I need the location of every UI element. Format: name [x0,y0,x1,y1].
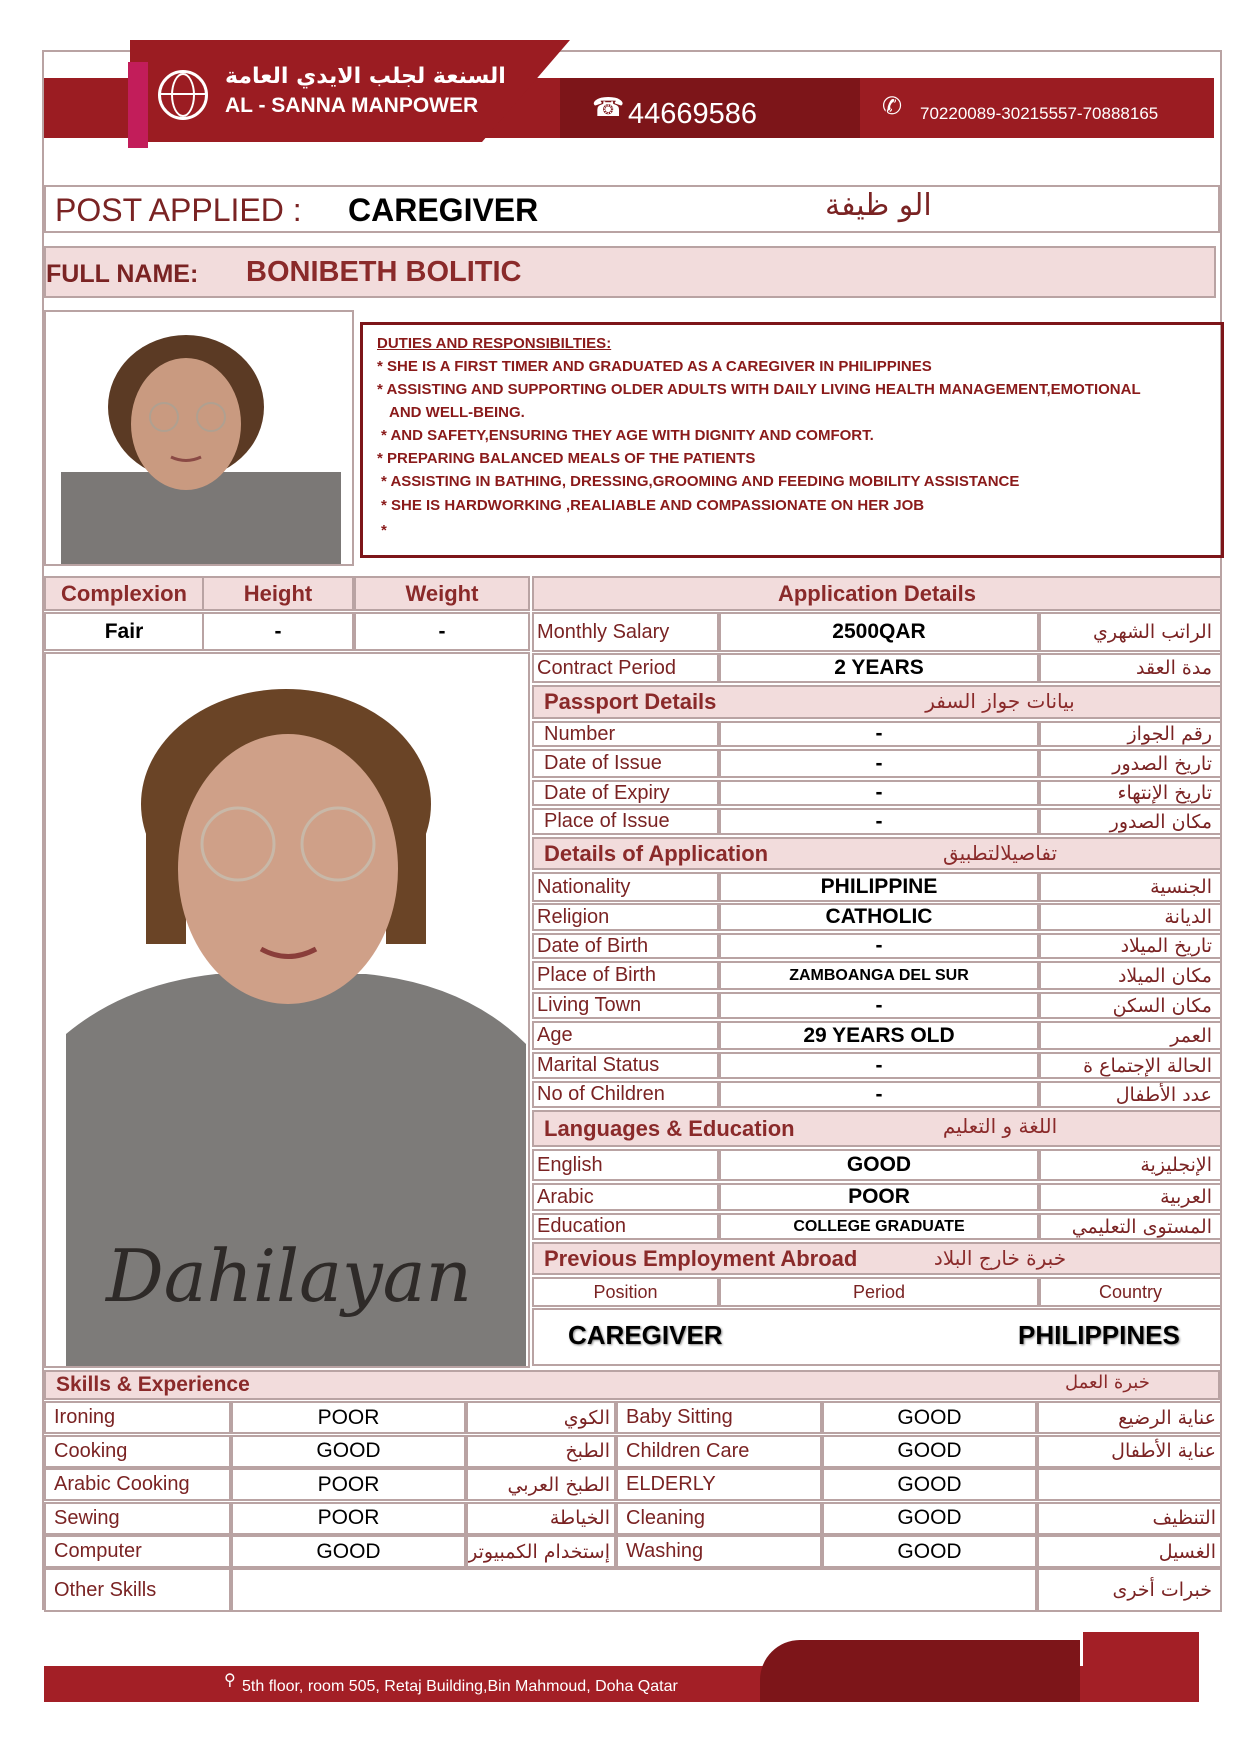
shirt-print-text: Dahilayan [106,1234,472,1318]
skill-en1: Arabic Cooking [44,1468,231,1501]
skill-ar1: الطبخ العربي [466,1468,616,1501]
duty-line: * SHE IS HARDWORKING ,REALIABLE AND COMPASSIONATE ON HER JOB [381,497,925,514]
field-label-arabic: العمر [1039,1021,1222,1050]
field-label: Nationality [532,872,719,902]
field-value: POOR [719,1183,1039,1211]
field-label-arabic: تاريخ الميلاد [1039,933,1222,959]
skill-ar2: عناية الرضيع [1037,1401,1222,1434]
skill-v1: GOOD [231,1435,466,1468]
post-applied-label: POST APPLIED : [55,192,302,228]
skill-v2: GOOD [822,1401,1037,1434]
skill-ar2: عناية الأطفال [1037,1435,1222,1468]
skill-ar2: التنظيف [1037,1502,1222,1535]
field-value: PHILIPPINE [719,872,1039,902]
section-header: Previous Employment Abroad [532,1242,1222,1275]
section-header-arabic: خبرة خارج البلاد [933,1246,1067,1270]
large-photo-frame [44,652,530,1368]
field-label-arabic: العربية [1039,1183,1222,1211]
skill-en2: Cleaning [616,1502,822,1535]
field-label: Age [532,1021,719,1050]
skill-v1: POOR [231,1468,466,1501]
skill-v2: GOOD [822,1502,1037,1535]
skill-ar1: الخياطة [466,1502,616,1535]
skill-ar1: إستخدام الكمبيوتر [466,1535,616,1568]
field-label: Education [532,1213,719,1240]
duty-line: * AND SAFETY,ENSURING THEY AGE WITH DIGNITY AND COMFORT. [381,427,874,444]
field-label-arabic: الراتب الشهري [1039,612,1222,652]
section-header: Details of Application [532,837,1222,870]
physical-header-height: Height [202,576,354,611]
skill-v1: POOR [231,1401,466,1434]
footer-dark-panel [760,1640,1080,1702]
field-value: - [719,721,1039,747]
full-name-row [44,246,1216,298]
post-applied-value: CAREGIVER [348,192,539,228]
field-label-arabic: مكان الميلاد [1039,961,1222,990]
footer-accent-block [1083,1632,1199,1702]
company-name-arabic: السنعة لجلب الايدي العامة [225,64,506,89]
skills-header: Skills & Experience [44,1370,1220,1400]
duty-line: * ASSISTING AND SUPPORTING OLDER ADULTS WITH DAILY LIVING HEALTH MANAGEMENT,EMOTIONAL [377,381,1141,398]
footer-address: 5th floor, room 505, Retaj Building,Bin Mahmoud, Doha Qatar [242,1678,678,1695]
phone-icon: ☎ [592,92,625,122]
field-value: GOOD [719,1149,1039,1181]
duties-box [360,322,1224,558]
field-label-arabic: تاريخ الإنتهاء [1039,780,1222,806]
mobile-icon: ✆ [882,93,903,120]
field-label: Arabic [532,1183,719,1211]
field-label-arabic: المستوى التعليمي [1039,1213,1222,1240]
physical-header-weight: Weight [354,576,530,611]
field-value: 2500QAR [719,612,1039,652]
employment-header-position: Position [532,1277,719,1307]
field-label: Marital Status [532,1052,719,1079]
duty-line: * PREPARING BALANCED MEALS OF THE PATIENTS [377,450,756,467]
field-label: Date of Birth [532,933,719,959]
field-value: ZAMBOANGA DEL SUR [719,961,1039,990]
field-label: Living Town [532,992,719,1019]
field-value: COLLEGE GRADUATE [719,1213,1039,1240]
field-label-arabic: مكان الصدور [1039,808,1222,835]
phone-number: 44669586 [628,98,758,130]
other-skills-label-arabic: خبرات أخرى [1037,1568,1222,1612]
duty-line: AND WELL-BEING. [389,404,525,421]
field-value: - [719,749,1039,778]
field-value: - [719,780,1039,806]
full-name-value: BONIBETH BOLITIC [246,256,522,288]
field-label: Contract Period [532,653,719,683]
field-label-arabic: مدة العقد [1039,653,1222,683]
field-label: Date of Expiry [532,780,719,806]
field-label: Number [532,721,719,747]
employment-country: PHILIPPINES [1018,1320,1180,1350]
field-label-arabic: الديانة [1039,903,1222,931]
skill-v1: GOOD [231,1535,466,1568]
application-details-header: Application Details [532,576,1222,611]
field-label: Monthly Salary [532,612,719,652]
field-label: English [532,1149,719,1181]
skill-ar1: الكوي [466,1401,616,1434]
field-value: 2 YEARS [719,653,1039,683]
skill-en2: Baby Sitting [616,1401,822,1434]
field-label: Date of Issue [532,749,719,778]
field-label-arabic: الإنجليزية [1039,1149,1222,1181]
physical-value-complexion: Fair [44,612,204,651]
section-header-arabic: بيانات جواز السفر [925,689,1075,713]
field-value: - [719,992,1039,1019]
field-value: - [719,933,1039,959]
field-label-arabic: الجنسية [1039,872,1222,902]
duty-line: * [381,522,387,539]
company-name: AL - SANNA MANPOWER [225,94,479,117]
field-label: Religion [532,903,719,931]
field-value: - [719,808,1039,835]
skill-en2: ELDERLY [616,1468,822,1501]
skill-ar2 [1037,1468,1222,1501]
skill-ar2: الغسيل [1037,1535,1222,1568]
skill-v2: GOOD [822,1435,1037,1468]
employment-position: CAREGIVER [568,1320,723,1350]
location-pin-icon: ⚲ [224,1672,236,1689]
skill-v1: POOR [231,1502,466,1535]
field-label-arabic: عدد الأطفال [1039,1081,1222,1108]
skill-en1: Ironing [44,1401,231,1434]
physical-value-height: - [202,612,354,651]
skill-en2: Washing [616,1535,822,1568]
field-label-arabic: رقم الجواز [1039,721,1222,747]
duties-title: DUTIES AND RESPONSIBILTIES: [377,335,612,352]
field-label-arabic: تاريخ الصدور [1039,749,1222,778]
post-applied-label-arabic: الو ظيفة [825,188,932,223]
skill-en1: Cooking [44,1435,231,1468]
other-skills-value [231,1568,1037,1612]
section-header-arabic: اللغة و التعليم [942,1114,1058,1138]
duty-line: * SHE IS A FIRST TIMER AND GRADUATED AS A CAREGIVER IN PHILIPPINES [377,358,932,375]
field-label-arabic: الحالة الإجتماع ة [1039,1052,1222,1079]
skill-v2: GOOD [822,1535,1037,1568]
field-label: Place of Issue [532,808,719,835]
field-label: Place of Birth [532,961,719,990]
applicant-photo-small [46,312,352,564]
globe-logo-icon [158,70,208,120]
skill-en1: Sewing [44,1502,231,1535]
physical-header-complexion: Complexion [44,576,204,611]
section-header: Languages & Education [532,1110,1222,1147]
full-name-label: FULL NAME: [46,260,199,288]
duty-line: * ASSISTING IN BATHING, DRESSING,GROOMING AND FEEDING MOBILITY ASSISTANCE [381,473,1020,490]
field-label: No of Children [532,1081,719,1108]
physical-value-weight: - [354,612,530,651]
skill-en2: Children Care [616,1435,822,1468]
field-value: - [719,1052,1039,1079]
section-header-arabic: تفاصيلالتطبيق [942,841,1058,865]
skills-header-arabic: خبرة العمل [1065,1372,1150,1393]
field-value: CATHOLIC [719,903,1039,931]
employment-header-period: Period [719,1277,1039,1307]
skill-ar1: الطبخ [466,1435,616,1468]
small-photo-frame [44,310,354,566]
field-value: 29 YEARS OLD [719,1021,1039,1050]
field-value: - [719,1081,1039,1108]
skill-en1: Computer [44,1535,231,1568]
mobile-numbers: 70220089-30215557-70888165 [920,104,1159,123]
section-header: Passport Details [532,685,1222,719]
header-accent-bar [128,62,148,148]
field-label-arabic: مكان السكن [1039,992,1222,1019]
employment-header-country: Country [1039,1277,1222,1307]
other-skills-label: Other Skills [44,1568,231,1612]
skill-v2: GOOD [822,1468,1037,1501]
